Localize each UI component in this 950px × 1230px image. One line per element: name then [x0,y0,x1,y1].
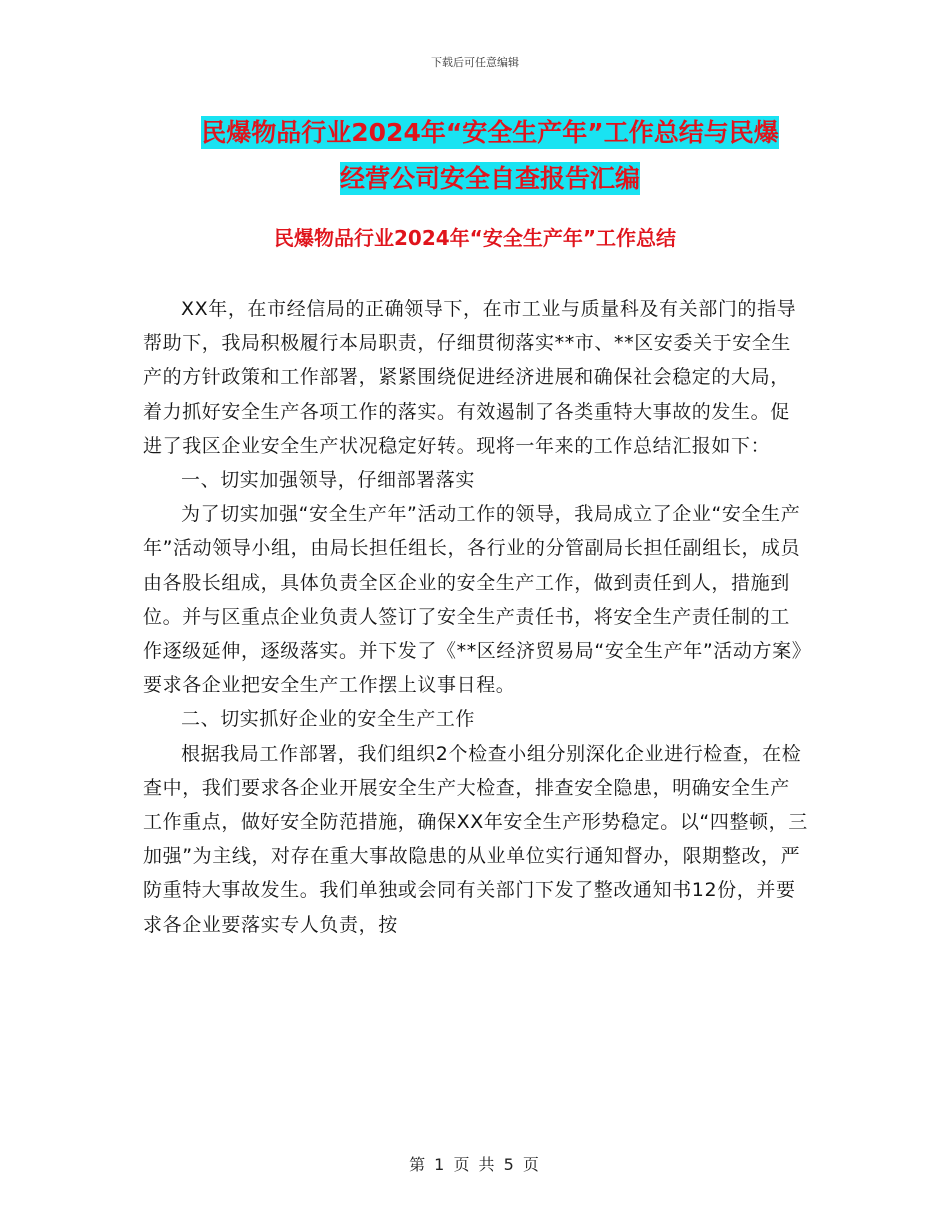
page-footer: 第 1 页 共 5 页 [409,1155,541,1174]
heading-leadership: 一、切实加强领导，仔细部署落实 [181,469,476,492]
paragraph-intro: XX年，在市经信局的正确领导下，在市工业与质量科及有关部门的指导帮助下，我局积极履行本局职责，仔细贯彻落实**市、**区安委关于安全生产的方针政策和工作部署，紧紧围绕促进经济进展和确保社会稳定的大局，着力抓好安全生产各项工作的落实。有效遏制了各类重特大事故的发生。促进了我区企业安全生产状况稳定好转。现将一年来的工作总结汇报如下： [143,298,797,457]
document-body [143,292,808,942]
section-title: 民爆物品行业2024年“安全生产年”工作总结 [274,226,676,250]
heading-enterprise-safety: 二、切实抓好企业的安全生产工作 [181,708,476,731]
paragraph-enterprise-safety: 根据我局工作部署，我们组织2个检查小组分别深化企业进行检查，在检查中，我们要求各企业开展安全生产大检查，排查安全隐患，明确安全生产工作重点，做好安全防范措施，确保XX年安全生产形势稳定。以“四整顿，三加强”为主线，对存在重大事故隐患的从业单位实行通知督办，限期整改，严防重特大事故发生。我们单独或会同有关部门下发了整改通知书12份，并要求各企业要落实专人负责，按 [143,742,808,936]
document-title-line-1: 民爆物品行业2024年“安全生产年”工作总结与民爆 [201,118,779,147]
header-note: 下载后可任意编辑 [431,56,519,69]
paragraph-leadership: 为了切实加强“安全生产年”活动工作的领导，我局成立了企业“安全生产年”活动领导小组，由局长担任组长，各行业的分管副局长担任副组长，成员由各股长组成，具体负责全区企业的安全生产工作，做到责任到人，措施到位。并与区重点企业负责人签订了安全生产责任书，将安全生产责任制的工作逐级延伸，逐级落实。并下发了《**区经济贸易局“安全生产年”活动方案》要求各企业把安全生产工作摆上议事日程。 [143,503,802,697]
document-title [140,110,840,202]
document-title-line-2: 经营公司安全自查报告汇编 [339,164,640,193]
